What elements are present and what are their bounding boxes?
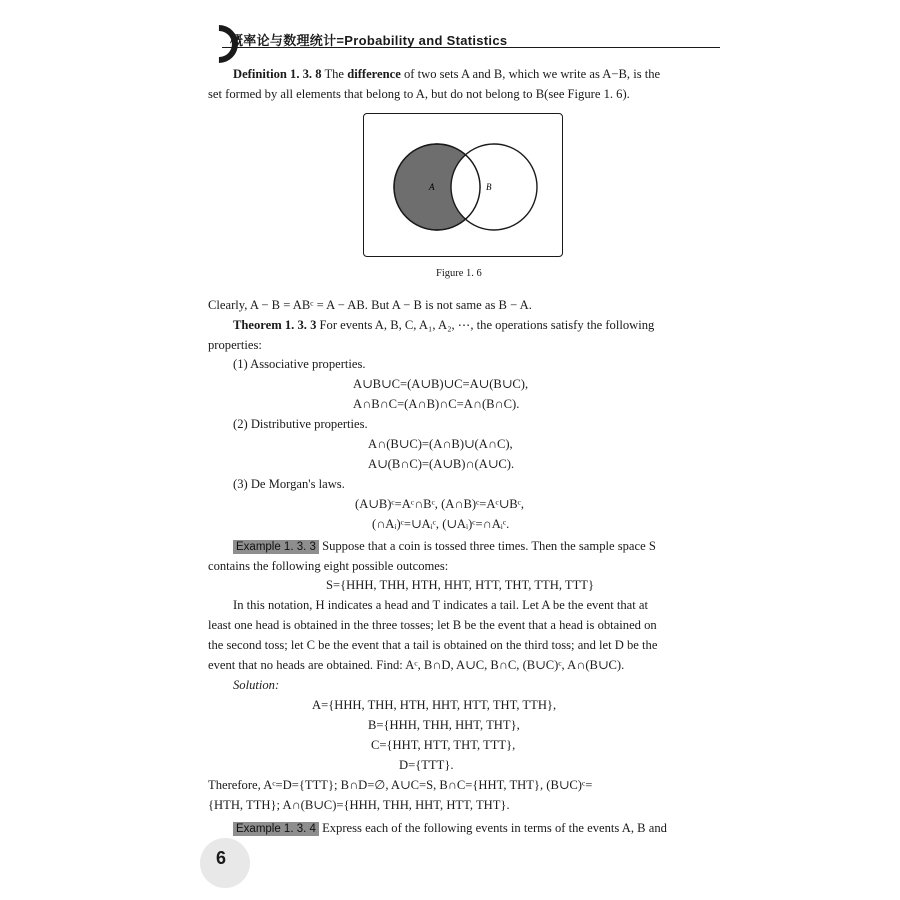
label-b: B <box>486 182 492 192</box>
venn-diagram <box>363 113 563 257</box>
property-3-eq-a: (A∪B)ᶜ=Aᶜ∩Bᶜ, (A∩B)ᶜ=Aᶜ∪Bᶜ, <box>355 497 525 511</box>
definition-text-a: The <box>324 67 345 81</box>
property-3-eq-b: (∩Aᵢ)ᶜ=∪Aᵢᶜ, (∪Aᵢ)ᶜ=∩Aᵢᶜ. <box>372 517 510 531</box>
example-3-line-2: contains the following eight possible outcomes: <box>208 559 449 573</box>
notation-line-2: least one head is obtained in the three tosses; let B be the event that a head is obtained on <box>208 618 657 632</box>
therefore-line-1: Therefore, Aᶜ=D={TTT}; B∩D=∅, A∪C=S, B∩C={HHT, THT}, (B∪C)ᶜ= <box>208 778 593 792</box>
theorem-line-2: properties: <box>208 338 262 352</box>
definition-text-b: of two sets A and B, which we write as A−B, is the <box>403 67 661 81</box>
example-3-text: Suppose that a coin is tossed three times. Then the sample space S <box>322 539 656 553</box>
notation-line-3: the second toss; let C be the event that a tail is obtained on the third toss; and let D be the <box>208 638 658 652</box>
notation-line-1: In this notation, H indicates a head and T indicates a tail. Let A be the event that at <box>233 598 649 612</box>
example-3-label: Example 1. 3. 3 <box>233 540 319 554</box>
page-number: 6 <box>216 848 227 868</box>
definition-label: Definition 1. 3. 8 <box>233 67 322 81</box>
theorem-text: For events A, B, C, A₁, A₂, ⋯, the operations satisfy the following <box>319 318 655 332</box>
running-header: 概率论与数理统计=Probability and Statistics <box>230 33 508 48</box>
example-4-line-1 <box>233 820 667 837</box>
solution-b: B={HHH, THH, HHT, THT}, <box>368 718 520 732</box>
notation-line-4: event that no heads are obtained. Find: Aᶜ, B∩D, A∪C, B∩C, (B∪C)ᶜ, A∩(B∪C). <box>208 658 625 672</box>
solution-c: C={HHT, HTT, THT, TTT}, <box>371 738 516 752</box>
property-3-heading: (3) De Morgan's laws. <box>233 477 345 491</box>
example-4-text: Express each of the following events in terms of the events A, B and <box>322 821 667 835</box>
label-a: A <box>429 182 435 192</box>
clearly-statement: Clearly, A − B = ABᶜ = A − AB. But A − B is not same as B − A. <box>208 298 532 312</box>
example-4-label: Example 1. 3. 4 <box>233 822 319 836</box>
theorem-label: Theorem 1. 3. 3 <box>233 318 317 332</box>
property-1-eq-a: A∪B∪C=(A∪B)∪C=A∪(B∪C), <box>353 377 529 391</box>
figure-caption: Figure 1. 6 <box>436 268 482 279</box>
definition-term: difference <box>347 67 401 81</box>
property-2-heading: (2) Distributive properties. <box>233 417 368 431</box>
definition-line-2: set formed by all elements that belong to A, but do not belong to B(see Figure 1. 6). <box>208 87 630 101</box>
property-1-heading: (1) Associative properties. <box>233 357 366 371</box>
therefore-line-2: {HTH, TTH}; A∩(B∪C)={HHH, THH, HHT, HTT, THT}. <box>208 798 510 812</box>
solution-d: D={TTT}. <box>399 758 454 772</box>
theorem-line-1 <box>233 317 654 333</box>
property-2-eq-b: A∪(B∩C)=(A∪B)∩(A∪C). <box>368 457 515 471</box>
solution-label: Solution: <box>233 678 280 692</box>
property-2-eq-a: A∩(B∪C)=(A∩B)∪(A∩C), <box>368 437 513 451</box>
sample-space: S={HHH, THH, HTH, HHT, HTT, THT, TTH, TTT} <box>326 578 595 592</box>
property-1-eq-b: A∩B∩C=(A∩B)∩C=A∩(B∩C). <box>353 397 520 411</box>
header-rule <box>222 47 720 48</box>
solution-a: A={HHH, THH, HTH, HHT, HTT, THT, TTH}, <box>312 698 557 712</box>
definition-line-1 <box>233 66 660 82</box>
example-3-line-1 <box>233 538 656 555</box>
